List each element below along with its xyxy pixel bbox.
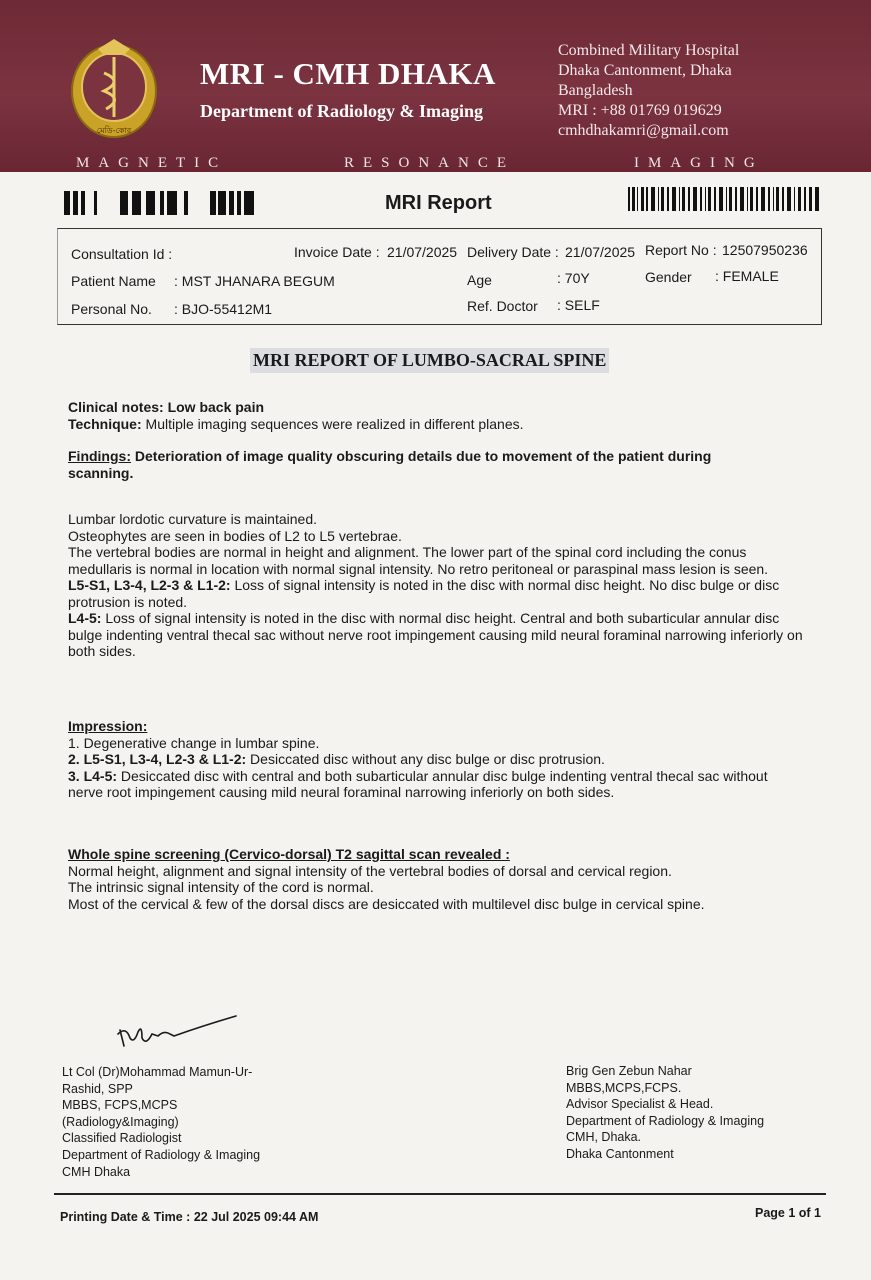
report-no-value: 12507950236 xyxy=(722,242,808,258)
svg-text:মেডি-কোর: মেডি-কোর xyxy=(96,126,132,135)
personal-no-value: : BJO-55412M1 xyxy=(174,301,273,317)
hospital-emblem-logo xyxy=(68,33,160,141)
report-main-heading: MRI REPORT OF LUMBO-SACRAL SPINE xyxy=(250,348,609,373)
finding-line: Osteophytes are seen in bodies of L2 to L5 vertebrae. xyxy=(68,527,402,544)
signatory-line: CMH, Dhaka. xyxy=(566,1130,642,1145)
signatory-right xyxy=(566,1063,764,1163)
finding-l5s1-label: L5-S1, L3-4, L2-3 & L1-2: xyxy=(68,577,231,593)
signatory-line: Rashid, SPP xyxy=(62,1081,133,1096)
screening-line: Normal height, alignment and signal intensity of the vertebral bodies of dorsal and cervical region. xyxy=(68,862,672,879)
findings-headline xyxy=(68,448,768,481)
finding-l45-label: L4-5: xyxy=(68,610,102,626)
ref-doctor-value: : SELF xyxy=(557,297,600,313)
barcode-left xyxy=(64,191,256,215)
technique-label: Technique: xyxy=(68,415,142,432)
technique-text: Multiple imaging sequences were realized in different planes. xyxy=(141,415,524,432)
tagline-resonance: RESONANCE xyxy=(344,155,516,171)
clinical-notes: Clinical notes: Low back pain xyxy=(68,399,265,415)
email-line: cmhdhakamri@gmail.com xyxy=(558,122,729,139)
signatory-line: Advisor Specialist & Head. xyxy=(566,1097,714,1112)
address-line: Dhaka Cantonment, Dhaka xyxy=(558,62,732,79)
clinical-section xyxy=(68,399,828,432)
signatory-line: (Radiology&Imaging) xyxy=(62,1114,179,1129)
findings-label: Findings: xyxy=(68,448,131,464)
signatory-line: MBBS, FCPS,MCPS xyxy=(62,1098,178,1113)
finding-l45-text: Loss of signal intensity is noted in the disc with normal disc height. Central and both subarticular annular disc bulge indenting ventral thecal sac without nerve root impingement causing mild neural foraminal narrowing inferiorly on both sides. xyxy=(68,610,803,659)
impression-item-1: 1. Degenerative change in lumbar spine. xyxy=(68,734,320,751)
gender-value: : FEMALE xyxy=(715,268,779,284)
signatory-line: CMH Dhaka xyxy=(62,1164,131,1179)
patient-name-value: : MST JHANARA BEGUM xyxy=(174,273,335,289)
signatory-line: Lt Col (Dr)Mohammad Mamun-Ur- xyxy=(62,1065,253,1079)
finding-line: Lumbar lordotic curvature is maintained. xyxy=(68,511,318,527)
department-name: Department of Radiology & Imaging xyxy=(200,101,483,121)
impression-label: Impression: xyxy=(68,718,148,734)
page-number: Page 1 of 1 xyxy=(755,1206,821,1220)
signatory-left xyxy=(62,1064,260,1180)
signatory-line: Department of Radiology & Imaging xyxy=(566,1113,765,1128)
impression-item-2-label: 2. L5-S1, L3-4, L2-3 & L1-2: xyxy=(68,751,247,767)
delivery-date-label: Delivery Date : xyxy=(467,244,559,260)
signatory-line: MBBS,MCPS,FCPS. xyxy=(566,1080,682,1095)
patient-name-label: Patient Name xyxy=(71,273,156,289)
printing-date: Printing Date & Time : 22 Jul 2025 09:44 AM xyxy=(60,1210,319,1224)
impression-section xyxy=(68,718,788,801)
tagline-magnetic: MAGNETIC xyxy=(76,155,228,171)
screening-label: Whole spine screening (Cervico-dorsal) T2 sagittal scan revealed : xyxy=(68,846,510,862)
impression-item-3-text: Desiccated disc with central and both subarticular annular disc bulge indenting ventral thecal sac without nerve root impingement causing mild neural foraminal narrowing inferiorly on both sides. xyxy=(68,767,768,800)
signatory-line: Classified Radiologist xyxy=(62,1131,182,1146)
screening-line: Most of the cervical & few of the dorsal discs are desiccated with multilevel disc bulge in cervical spine. xyxy=(68,895,705,912)
age-label: Age xyxy=(467,272,492,288)
report-title: MRI Report xyxy=(385,192,492,214)
patient-info-box xyxy=(57,228,822,325)
address-line: Combined Military Hospital xyxy=(558,42,740,59)
finding-l5s1-text: Loss of signal intensity is noted in the disc with normal disc height. No disc bulge or disc protrusion is noted. xyxy=(68,577,780,610)
findings-body xyxy=(68,511,813,660)
footer-divider xyxy=(54,1193,826,1195)
hospital-address xyxy=(558,41,739,141)
consultation-id-label: Consultation Id : xyxy=(71,246,173,262)
ref-doctor-label: Ref. Doctor xyxy=(467,298,538,314)
phone-line: MRI : +88 01769 019629 xyxy=(558,102,722,119)
signatory-line: Brig Gen Zebun Nahar xyxy=(566,1064,692,1078)
invoice-date-value: 21/07/2025 xyxy=(387,244,458,260)
age-value: : 70Y xyxy=(557,270,590,286)
address-line: Bangladesh xyxy=(558,82,633,99)
gender-label: Gender xyxy=(645,269,692,285)
impression-item-3-label: 3. L4-5: xyxy=(68,767,118,784)
impression-item-2-text: Desiccated disc without any disc bulge or disc protrusion. xyxy=(246,751,605,767)
delivery-date-value: 21/07/2025 xyxy=(565,244,636,260)
signatory-line: Department of Radiology & Imaging xyxy=(62,1147,261,1162)
handwritten-signature xyxy=(112,1008,240,1050)
finding-line: The vertebral bodies are normal in height and alignment. The lower part of the spinal cord including the conus medullaris is normal in location with normal signal intensity. No retro peritoneal or paraspinal mass lesion is seen. xyxy=(68,544,769,577)
personal-no-label: Personal No. xyxy=(71,301,152,317)
invoice-date-label: Invoice Date : xyxy=(294,244,380,260)
screening-line: The intrinsic signal intensity of the cord is normal. xyxy=(68,879,374,895)
screening-section xyxy=(68,846,808,912)
signatory-line: Dhaka Cantonment xyxy=(566,1146,674,1161)
hospital-title: MRI - CMH DHAKA xyxy=(200,56,496,91)
tagline-imaging: IMAGING xyxy=(634,155,764,171)
header-banner xyxy=(0,0,871,172)
findings-headline-text: Deterioration of image quality obscuring details due to movement of the patient during scanning. xyxy=(68,448,712,481)
report-no-label: Report No : xyxy=(645,242,717,258)
barcode-right xyxy=(628,187,820,211)
